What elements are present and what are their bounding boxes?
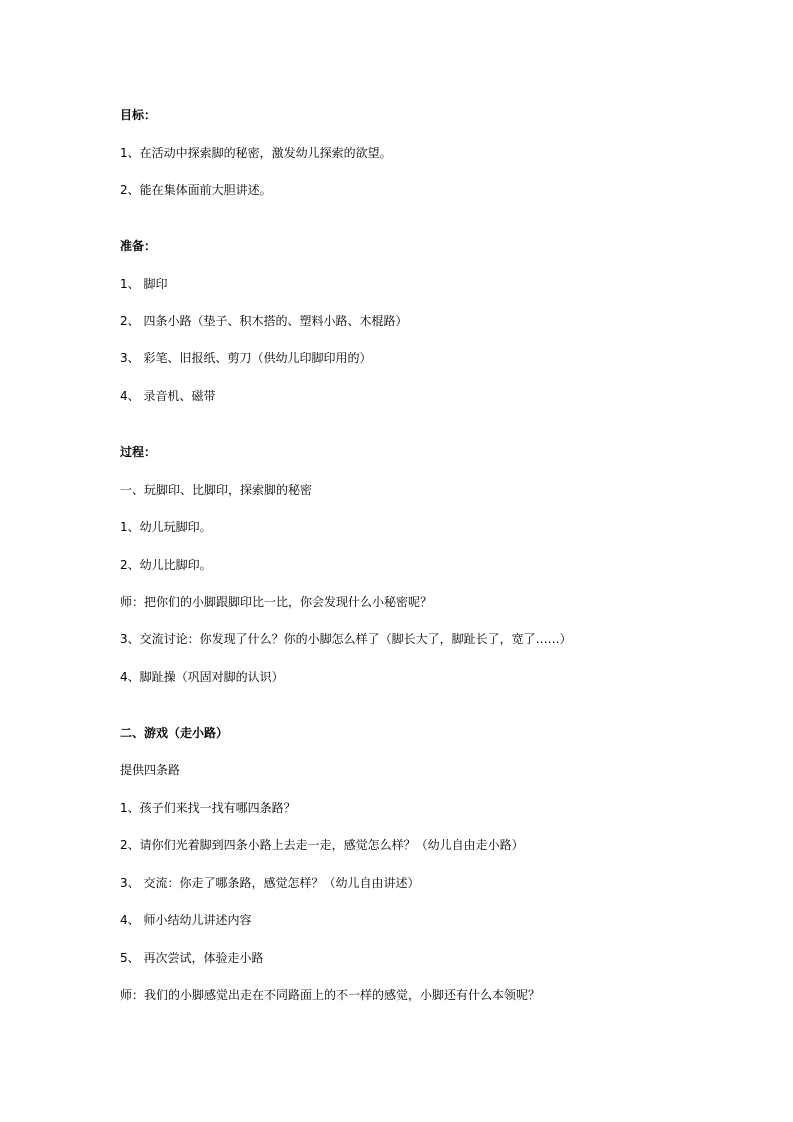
game-item: 1、孩子们来找一找有哪四条路？ [120, 801, 296, 815]
game-item: 师：我们的小脚感觉出走在不同路面上的不一样的感觉，小脚还有什么本领呢？ [120, 988, 541, 1002]
process-item: 师：把你们的小脚跟脚印比一比，你会发现什么小秘密呢？ [120, 595, 433, 609]
game-item: 5、 再次尝试，体验走小路 [120, 951, 264, 965]
process-item: 1、幼儿玩脚印。 [120, 520, 212, 534]
prep-heading: 准备： [120, 239, 157, 253]
prep-item: 2、 四条小路（垫子、积木搭的、塑料小路、木棍路） [120, 314, 408, 328]
game-item: 3、 交流：你走了哪条路，感觉怎样？（幼儿自由讲述） [120, 876, 420, 890]
goal-item: 2、能在集体面前大胆讲述。 [120, 183, 272, 197]
game-item: 2、请你们光着脚到四条小路上去走一走，感觉怎么样？（幼儿自由走小路） [120, 838, 524, 852]
prep-item: 3、 彩笔、旧报纸、剪刀（供幼儿印脚印用的） [120, 351, 372, 365]
game-item: 提供四条路 [120, 763, 181, 777]
process-item: 一、玩脚印、比脚印，探索脚的秘密 [120, 483, 313, 497]
game-heading: 二、游戏（走小路） [120, 726, 229, 740]
prep-item: 1、 脚印 [120, 277, 168, 291]
game-item: 4、 师小结幼儿讲述内容 [120, 913, 252, 927]
goal-heading: 目标： [120, 108, 157, 122]
prep-item: 4、 录音机、磁带 [120, 389, 216, 403]
process-item: 3、交流讨论：你发现了什么？你的小脚怎么样了（脚长大了，脚趾长了，宽了……） [120, 632, 572, 646]
process-heading: 过程： [120, 445, 157, 459]
process-item: 2、幼儿比脚印。 [120, 558, 212, 572]
process-item: 4、脚趾操（巩固对脚的认识） [120, 670, 284, 684]
goal-item: 1、在活动中探索脚的秘密，激发幼儿探索的欲望。 [120, 146, 392, 160]
